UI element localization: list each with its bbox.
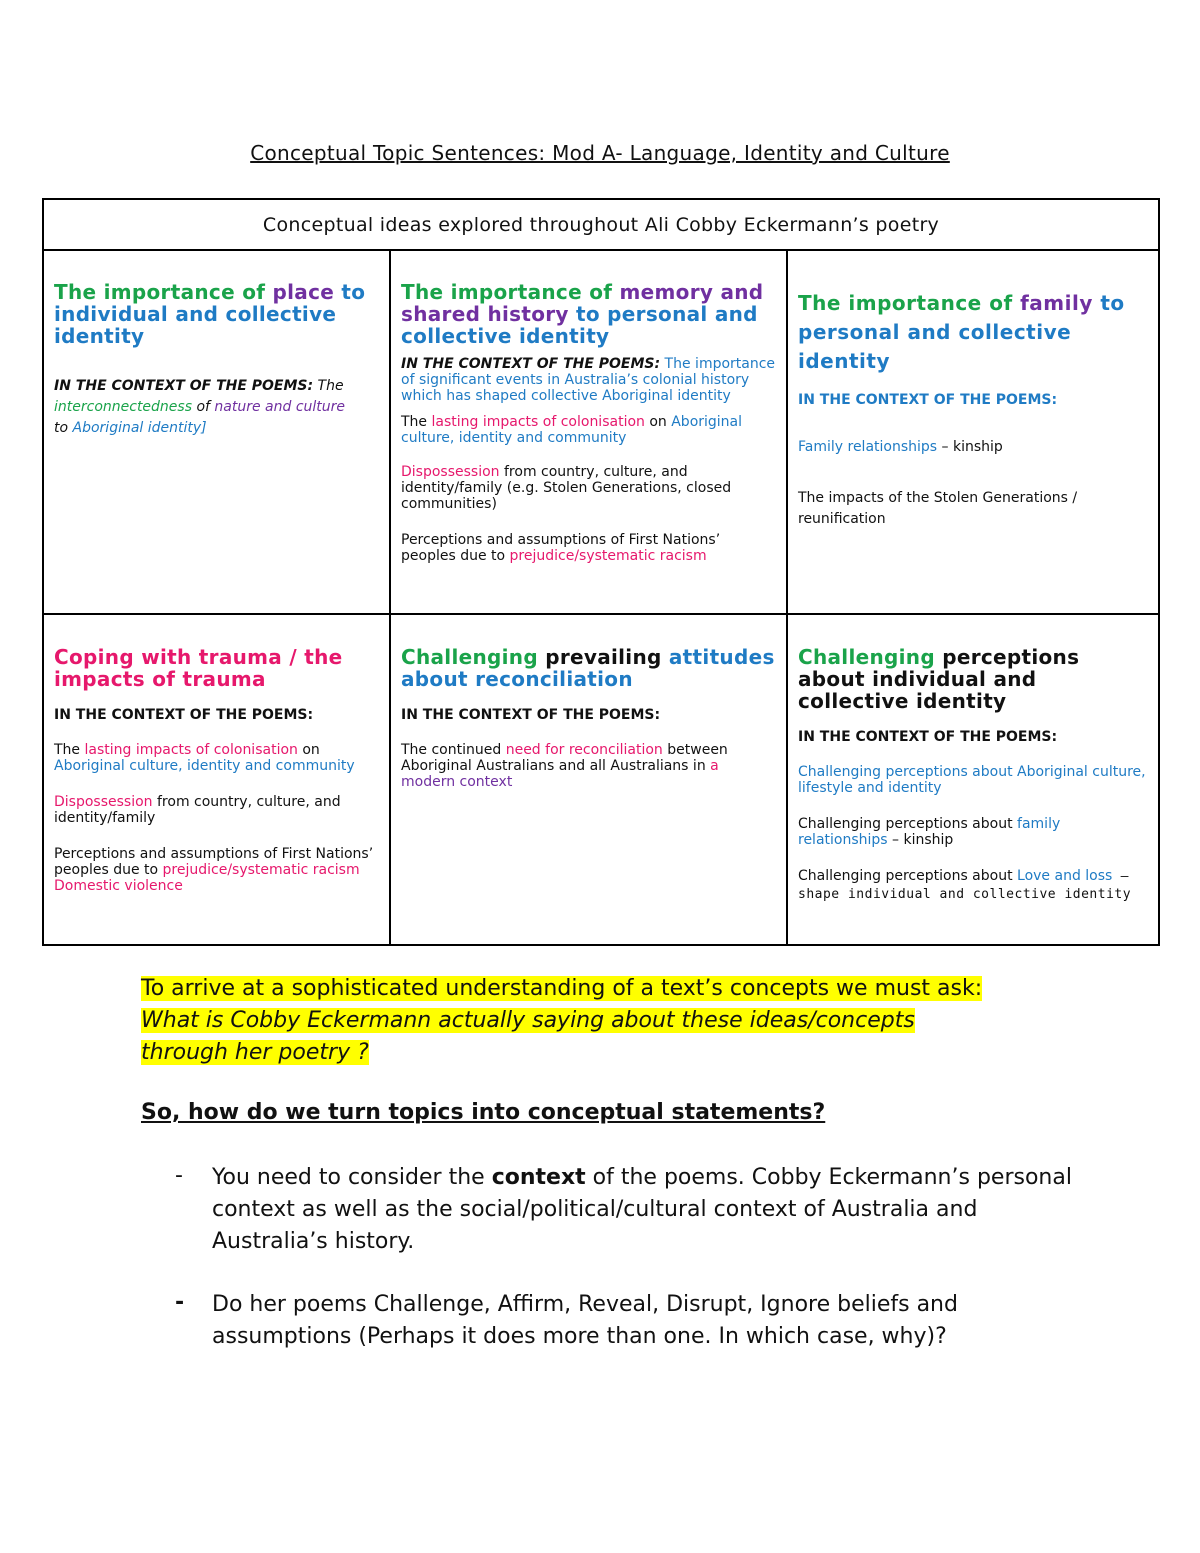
cell-memory-context: IN THE CONTEXT OF THE POEMS: The importance of significant events in Australia’s colonial history which has shaped collective Aboriginal identity (401, 356, 776, 404)
highlight-line: through her poetry ? (141, 1040, 369, 1065)
cell-memory-title: The importance of memory and shared history to personal and collective identity (401, 280, 764, 348)
cell-trauma-title: Coping with trauma / the impacts of trauma (54, 645, 343, 691)
cell-family-title: The importance of family to personal and collective identity (798, 291, 1125, 373)
cell-reconciliation-title: Challenging prevailing attitudes about reconciliation (401, 645, 775, 691)
cell-perceptions-item: Challenging perceptions about Love and loss – shape individual and collective identity (798, 868, 1132, 902)
cell-trauma (43, 614, 390, 945)
cell-place-context: IN THE CONTEXT OF THE POEMS: The interconnectedness of nature and culture to Aboriginal identity] (54, 378, 346, 436)
bullet-marker: - (175, 1290, 185, 1315)
bullet-item: You need to consider the context of the poems. Cobby Eckermann’s personal context as well as the social/political/cultural context of Australia and Australia’s history. (212, 1165, 1072, 1254)
cell-memory-item: The lasting impacts of colonisation on Aboriginal culture, identity and community (401, 414, 743, 446)
cell-family-context: IN THE CONTEXT OF THE POEMS: (798, 392, 1058, 408)
table-header: Conceptual ideas explored throughout Ali Cobby Eckermann’s poetry (43, 199, 1159, 250)
section-question: So, how do we turn topics into conceptual statements? (141, 1100, 826, 1125)
concepts-table (42, 198, 1160, 946)
cell-place (43, 250, 390, 614)
cell-reconciliation-context: IN THE CONTEXT OF THE POEMS: (401, 707, 661, 723)
cell-family-item: Family relationships – kinship (798, 439, 1003, 455)
bullet-item: Do her poems Challenge, Affirm, Reveal, Disrupt, Ignore beliefs and assumptions (Perhaps it does more than one. In which case, why)? (212, 1292, 958, 1349)
cell-memory-item: Perceptions and assumptions of First Nations’ peoples due to prejudice/systematic racism (401, 532, 721, 564)
page-title: Conceptual Topic Sentences: Mod A- Language, Identity and Culture (250, 141, 950, 165)
cell-trauma-item: Perceptions and assumptions of First Nations’ peoples due to prejudice/systematic racism Domestic violence (54, 846, 374, 894)
cell-memory (390, 250, 787, 614)
cell-reconciliation-item: The continued need for reconciliation between Aboriginal Australians and all Australians in a modern context (401, 742, 728, 790)
cell-place-title: The importance of place to individual and collective identity (54, 280, 366, 348)
cell-trauma-item: The lasting impacts of colonisation on Aboriginal culture, identity and community (54, 742, 355, 774)
cell-trauma-item: Dispossession from country, culture, and identity/family (54, 794, 341, 826)
cell-perceptions-item: Challenging perceptions about Aboriginal culture, lifestyle and identity (798, 764, 1146, 796)
cell-perceptions-item: Challenging perceptions about family relationships – kinship (798, 816, 1061, 848)
cell-perceptions-title: Challenging perceptions about individual and collective identity (798, 645, 1080, 713)
cell-trauma-context: IN THE CONTEXT OF THE POEMS: (54, 707, 314, 723)
cell-reconciliation (390, 614, 787, 945)
highlight-block (141, 973, 982, 1069)
cell-family (787, 250, 1159, 614)
cell-family-item: The impacts of the Stolen Generations / reunification (798, 490, 1078, 527)
cell-perceptions (787, 614, 1159, 945)
cell-memory-item: Dispossession from country, culture, and identity/family (e.g. Stolen Generations, closed communities) (401, 464, 732, 512)
bullet-marker: - (175, 1163, 183, 1188)
highlight-line: What is Cobby Eckermann actually saying about these ideas/concepts (141, 1008, 915, 1033)
cell-perceptions-context: IN THE CONTEXT OF THE POEMS: (798, 729, 1058, 745)
highlight-line: To arrive at a sophisticated understanding of a text’s concepts we must ask: (141, 976, 983, 1001)
